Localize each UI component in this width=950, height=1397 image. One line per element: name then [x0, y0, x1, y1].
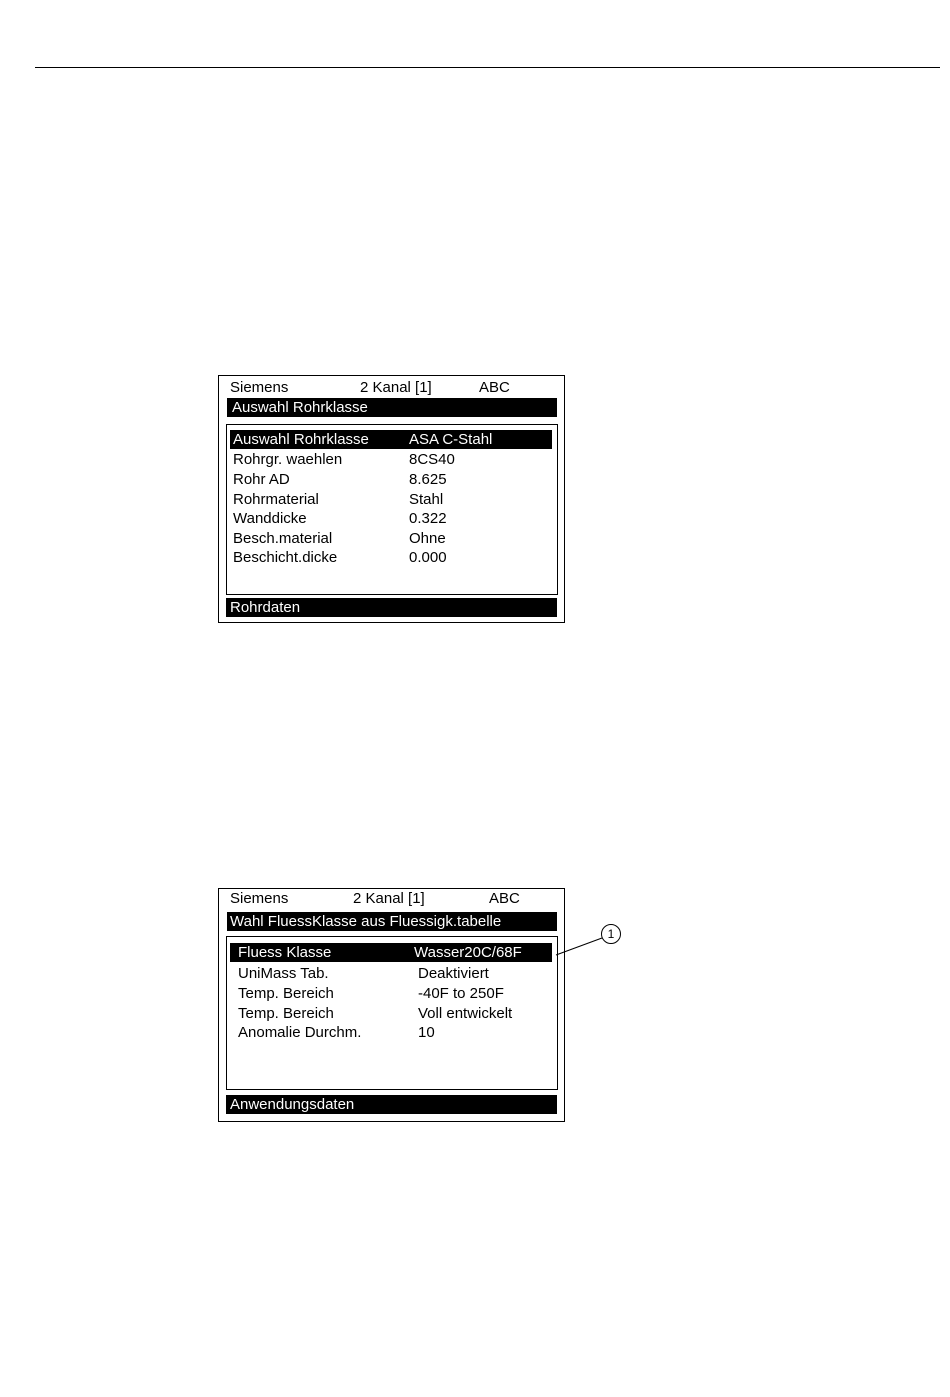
- row-value: 10: [418, 1024, 435, 1041]
- row-label: Wanddicke: [233, 510, 307, 527]
- row-label: Auswahl Rohrklasse: [233, 431, 369, 448]
- row-value: Deaktiviert: [418, 965, 489, 982]
- row-label: Beschicht.dicke: [233, 549, 338, 566]
- row-value: Voll entwickelt: [418, 1005, 513, 1022]
- brand-label: Siemens: [230, 379, 289, 396]
- row-label: Temp. Bereich: [238, 985, 334, 1002]
- row-value: Stahl: [409, 491, 444, 508]
- row-value: -40F to 250F: [418, 985, 504, 1002]
- row-label: Fluess Klasse: [238, 944, 332, 961]
- row-label: Besch.material: [233, 530, 333, 547]
- callout-number-badge: 1: [601, 924, 621, 944]
- channel-label: 2 Kanal [1]: [353, 890, 425, 907]
- mode-label: ABC: [489, 890, 520, 907]
- row-label: Anomalie Durchm.: [238, 1024, 362, 1041]
- row-value: 0.000: [409, 549, 447, 566]
- screen-title-bar: Auswahl Rohrklasse: [227, 398, 557, 417]
- brand-label: Siemens: [230, 890, 289, 907]
- mode-label: ABC: [479, 379, 510, 396]
- row-label: UniMass Tab.: [238, 965, 329, 982]
- row-value: Ohne: [409, 530, 446, 547]
- row-label: Temp. Bereich: [238, 1005, 334, 1022]
- footer-bar: Rohrdaten: [226, 598, 557, 617]
- row-value: 8CS40: [409, 451, 455, 468]
- row-label: Rohrmaterial: [233, 491, 319, 508]
- row-label: Rohrgr. waehlen: [233, 451, 343, 468]
- screen-title-bar: Wahl FluessKlasse aus Fluessigk.tabelle: [227, 912, 557, 931]
- row-value: Wasser20C/68F: [414, 944, 522, 961]
- row-value: 0.322: [409, 510, 447, 527]
- row-value: ASA C-Stahl: [409, 431, 493, 448]
- row-value: 8.625: [409, 471, 447, 488]
- row-label: Rohr AD: [233, 471, 290, 488]
- footer-bar: Anwendungsdaten: [226, 1095, 557, 1114]
- channel-label: 2 Kanal [1]: [360, 379, 432, 396]
